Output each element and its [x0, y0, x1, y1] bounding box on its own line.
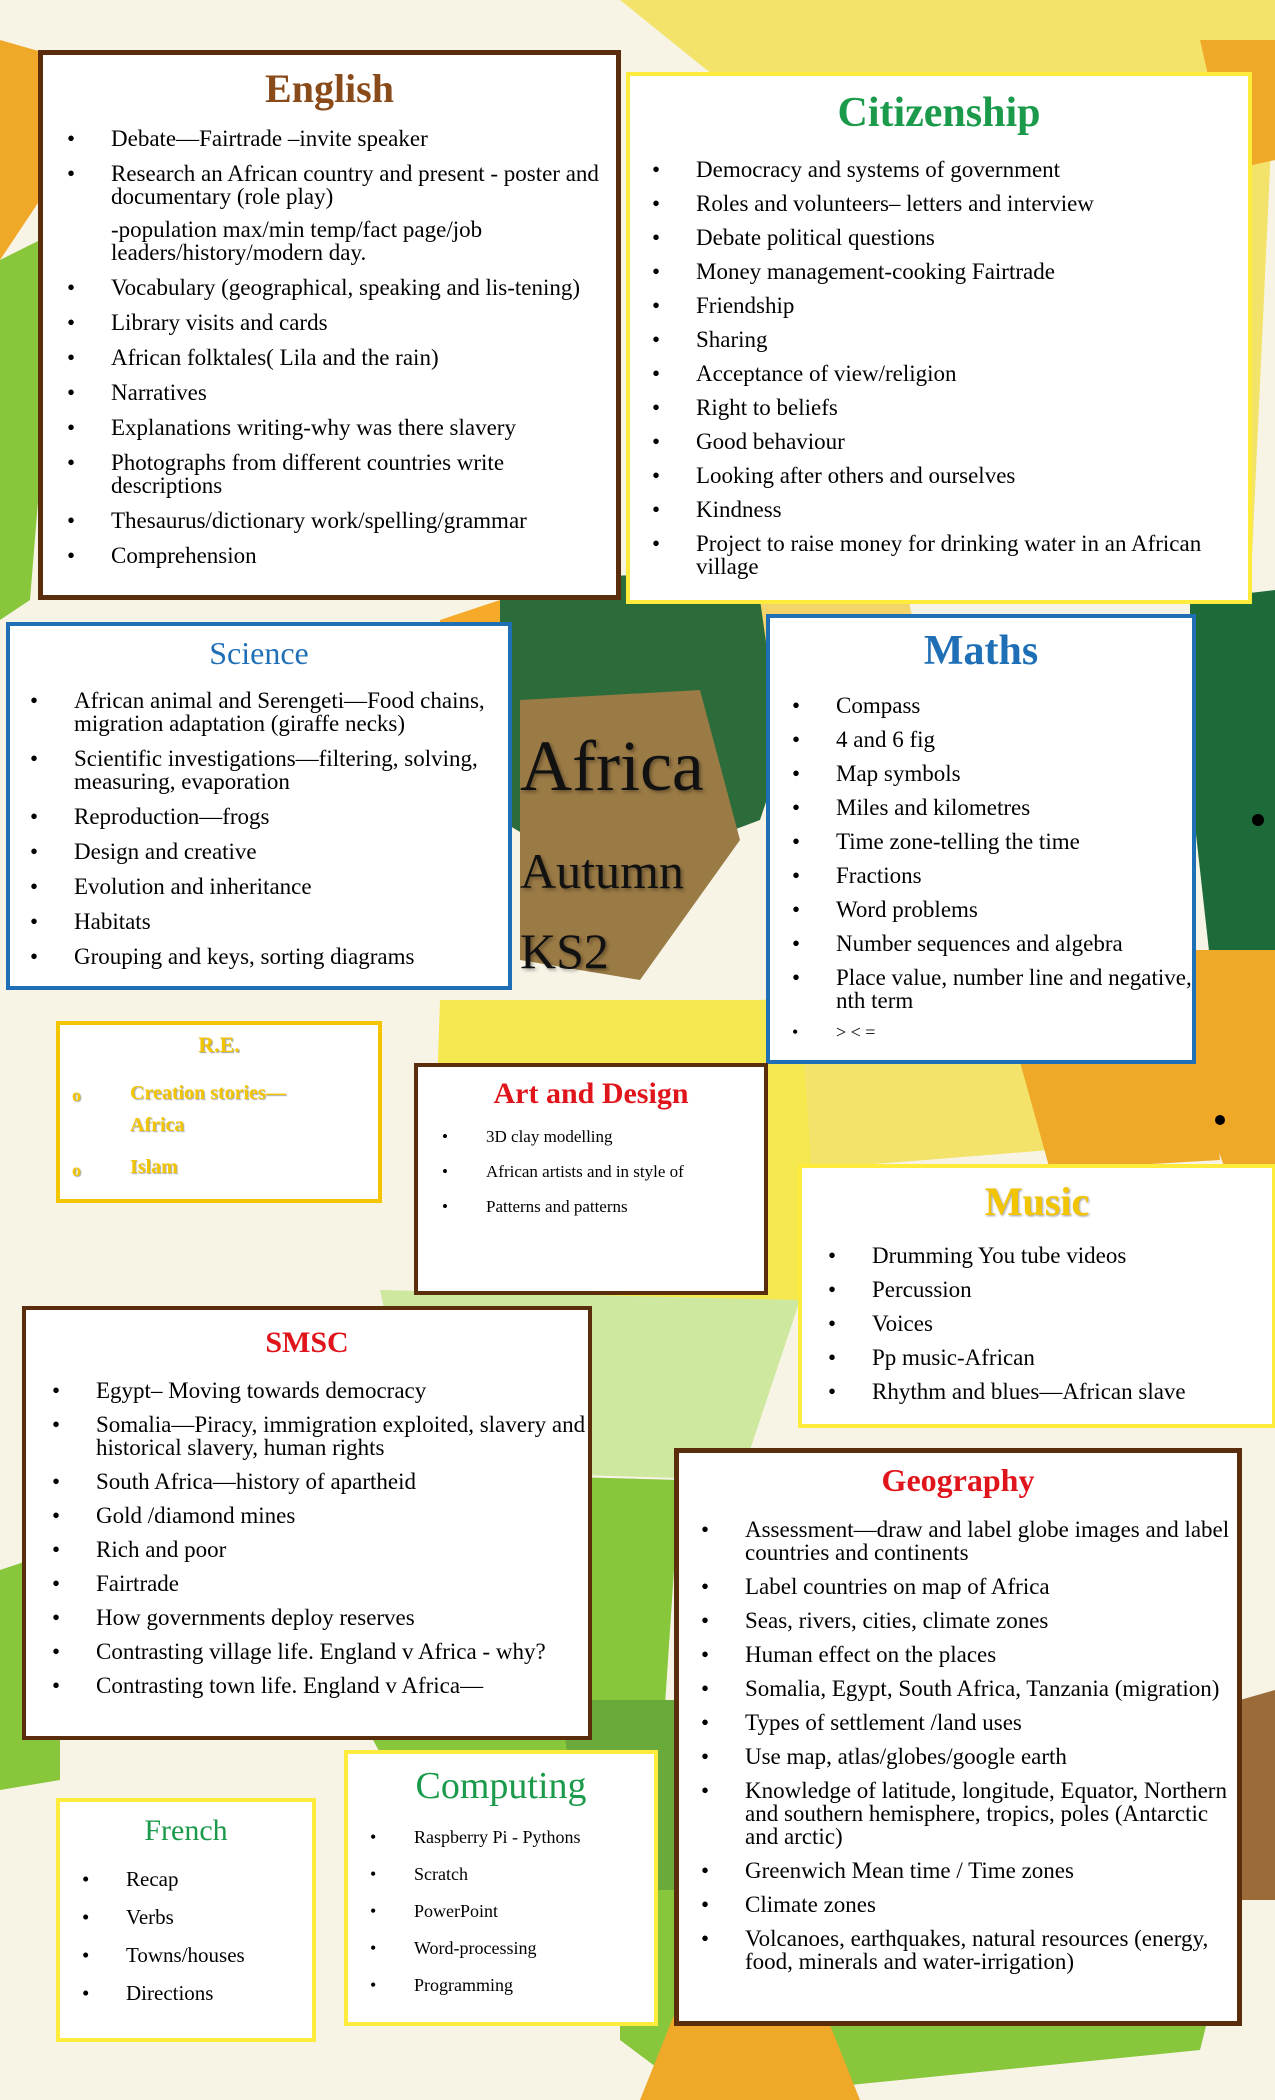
smsc-list — [26, 1379, 588, 1697]
citizenship-list — [630, 158, 1248, 578]
list-item: • 3D clay modelling — [486, 1128, 764, 1145]
list-item: • Scratch — [414, 1865, 654, 1883]
list-item: -population max/min temp/fact page/job leaders/history/modern day. — [111, 217, 483, 265]
center-stage: KS2 — [520, 923, 609, 979]
french-title: French — [144, 1814, 228, 1847]
list-item: • Vocabulary (geographical, speaking and lis-tening) — [111, 276, 616, 299]
list-item: • Democracy and systems of government — [696, 158, 1248, 181]
list-item: • Thesaurus/dictionary work/spelling/grammar — [111, 509, 616, 532]
list-item: • Map symbols — [836, 762, 1192, 785]
list-item: • Place value, number line and negative, nth term — [836, 966, 1192, 1012]
list-item: • Acceptance of view/religion — [696, 362, 1248, 385]
list-item: • Kindness — [696, 498, 1248, 521]
list-item: • Rhythm and blues—African slave — [872, 1380, 1272, 1403]
french-list — [60, 1869, 312, 2004]
list-item: • Word problems — [836, 898, 1192, 921]
list-item: • Narratives — [111, 381, 616, 404]
list-item: • Patterns and patterns — [486, 1198, 764, 1215]
list-item: • Design and creative — [74, 840, 508, 863]
music-box — [798, 1164, 1275, 1428]
list-item: • Programming — [414, 1976, 654, 1994]
list-item: • PowerPoint — [414, 1902, 654, 1920]
list-item: • Percussion — [872, 1278, 1272, 1301]
art-box — [414, 1063, 768, 1295]
list-item: • Assessment—draw and label globe images and label countries and continents — [745, 1518, 1237, 1564]
list-item: • Grouping and keys, sorting diagrams — [74, 945, 508, 968]
list-item: • Directions — [126, 1983, 312, 2004]
list-item: • Friendship — [696, 294, 1248, 317]
computing-box — [344, 1750, 658, 2026]
re-box — [56, 1021, 382, 1203]
list-item: • Miles and kilometres — [836, 796, 1192, 819]
list-item: • Debate political questions — [696, 226, 1248, 249]
list-item: • Raspberry Pi - Pythons — [414, 1828, 654, 1846]
citizenship-box — [626, 72, 1252, 604]
list-item: • Fractions — [836, 864, 1192, 887]
geography-title: Geography — [881, 1462, 1035, 1498]
list-item: • Habitats — [74, 910, 508, 933]
smsc-title: SMSC — [265, 1326, 349, 1359]
geography-list — [679, 1518, 1237, 1973]
list-item: • Right to beliefs — [696, 396, 1248, 419]
list-item: • African artists and in style of — [486, 1163, 764, 1180]
science-box — [6, 622, 512, 990]
geography-box — [674, 1448, 1242, 2026]
french-box — [56, 1798, 316, 2042]
list-item: • Egypt– Moving towards democracy — [96, 1379, 588, 1402]
list-item: • Somalia, Egypt, South Africa, Tanzania (migration) — [745, 1677, 1237, 1700]
list-item: • Recap — [126, 1869, 312, 1890]
list-item: • Looking after others and ourselves — [696, 464, 1248, 487]
list-item: • Use map, atlas/globes/google earth — [745, 1745, 1237, 1768]
music-list — [802, 1244, 1272, 1403]
list-item: • Debate—Fairtrade –invite speaker — [111, 127, 616, 150]
list-item: • Towns/houses — [126, 1945, 312, 1966]
list-item: • Types of settlement /land uses — [745, 1711, 1237, 1734]
list-item: • Voices — [872, 1312, 1272, 1335]
list-item: • Explanations writing-why was there slavery — [111, 416, 616, 439]
list-item: • Pp music-African — [872, 1346, 1272, 1369]
list-item: • Volcanoes, earthquakes, natural resources (energy, food, minerals and water-irrigation) — [745, 1927, 1237, 1973]
list-item: • Knowledge of latitude, longitude, Equator, Northern and southern hemisphere, tropics, poles (Antarctic and arctic) — [745, 1779, 1237, 1848]
art-list — [418, 1128, 764, 1215]
list-item: • Verbs — [126, 1907, 312, 1928]
center-season: Autumn — [520, 843, 684, 899]
re-list — [60, 1077, 378, 1177]
maths-list — [770, 694, 1192, 1041]
list-item: • Contrasting town life. England v Africa— — [96, 1674, 588, 1697]
smsc-box — [22, 1306, 592, 1740]
english-title: English — [265, 66, 394, 111]
list-item: • Sharing — [696, 328, 1248, 351]
list-item: • How governments deploy reserves — [96, 1606, 588, 1629]
english-list — [43, 127, 616, 567]
science-title: Science — [209, 635, 309, 671]
list-item: • Drumming You tube videos — [872, 1244, 1272, 1267]
citizenship-title: Citizenship — [837, 90, 1041, 136]
re-title: R.E. — [198, 1032, 240, 1057]
computing-title: Computing — [415, 1765, 587, 1807]
list-item: • Research an African country and present - poster and documentary (role play) — [111, 162, 616, 208]
list-item: • South Africa—history of apartheid — [96, 1470, 588, 1493]
computing-list — [348, 1828, 654, 1994]
list-item: • Compass — [836, 694, 1192, 717]
maths-title: Maths — [923, 628, 1039, 674]
list-item: • Scientific investigations—filtering, solving, measuring, evaporation — [74, 747, 508, 793]
list-item: • Time zone-telling the time — [836, 830, 1192, 853]
list-item: • Rich and poor — [96, 1538, 588, 1561]
list-item: • 4 and 6 fig — [836, 728, 1192, 751]
list-item: • Library visits and cards — [111, 311, 616, 334]
list-item: • African animal and Serengeti—Food chains, migration adaptation (giraffe necks) — [74, 689, 508, 735]
english-box — [38, 50, 621, 600]
maths-box — [766, 614, 1196, 1064]
list-item: • Fairtrade — [96, 1572, 588, 1595]
list-item: • Seas, rivers, cities, climate zones — [745, 1609, 1237, 1632]
science-list — [10, 689, 508, 968]
list-item: • Roles and volunteers– letters and interview — [696, 192, 1248, 215]
center-title: Africa — [520, 726, 704, 806]
list-item: • Label countries on map of Africa — [745, 1575, 1237, 1598]
list-item: • Evolution and inheritance — [74, 875, 508, 898]
list-item: • Human effect on the places — [745, 1643, 1237, 1666]
music-title: Music — [984, 1179, 1090, 1224]
list-item: • African folktales( Lila and the rain) — [111, 346, 616, 369]
list-item: o Creation stories—Africa — [130, 1077, 340, 1141]
list-item: • Comprehension — [111, 544, 616, 567]
list-item: • Good behaviour — [696, 430, 1248, 453]
list-item: • Gold /diamond mines — [96, 1504, 588, 1527]
list-item: • Photographs from different countries write descriptions — [111, 451, 616, 497]
list-item: • Money management-cooking Fairtrade — [696, 260, 1248, 283]
list-item: • Climate zones — [745, 1893, 1237, 1916]
list-item: • Reproduction—frogs — [74, 805, 508, 828]
list-item: • Project to raise money for drinking water in an African village — [696, 532, 1248, 578]
list-item: • Number sequences and algebra — [836, 932, 1192, 955]
list-item: o Islam — [130, 1157, 378, 1177]
list-item: • Somalia—Piracy, immigration exploited, slavery and historical slavery, human rights — [96, 1413, 588, 1459]
list-item: • Word-processing — [414, 1939, 654, 1957]
list-item: • Contrasting village life. England v Africa - why? — [96, 1640, 588, 1663]
art-title: Art and Design — [493, 1077, 689, 1110]
list-item: • Greenwich Mean time / Time zones — [745, 1859, 1237, 1882]
list-item: • > < = — [836, 1023, 1192, 1041]
